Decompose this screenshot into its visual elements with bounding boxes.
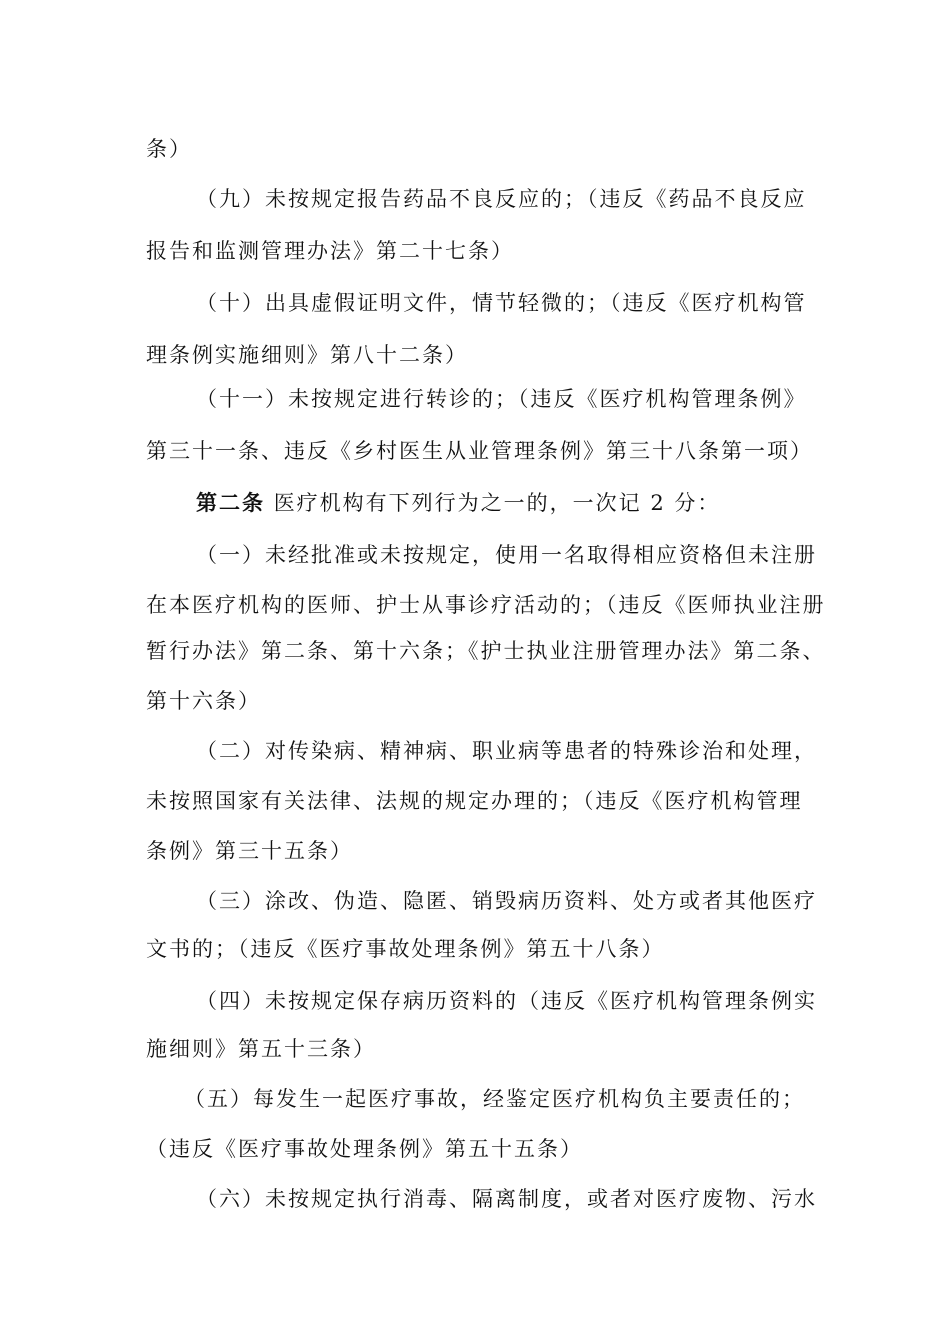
text-line: 暂行办法》第二条、第十六条；《护士执业注册管理办法》第二条、 bbox=[146, 639, 826, 663]
text-line: （五）每发生一起医疗事故，经鉴定医疗机构负主要责任的； bbox=[184, 1087, 805, 1111]
article-line bbox=[196, 488, 720, 518]
text-line: 在本医疗机构的医师、护士从事诊疗活动的；（违反《医师执业注册 bbox=[146, 593, 826, 617]
text-line: 第十六条） bbox=[146, 689, 261, 713]
text-line: （四）未按规定保存病历资料的（违反《医疗机构管理条例实 bbox=[196, 989, 817, 1013]
text-line: （二）对传染病、精神病、职业病等患者的特殊诊治和处理， bbox=[196, 739, 817, 763]
text-line: （一）未经批准或未按规定，使用一名取得相应资格但未注册 bbox=[196, 543, 817, 567]
text-line: 条） bbox=[146, 137, 192, 161]
text-line: （十）出具虚假证明文件，情节轻微的；（违反《医疗机构管 bbox=[196, 291, 807, 315]
text-line: 第三十一条、违反《乡村医生从业管理条例》第三十八条第一项） bbox=[146, 439, 813, 463]
text-line: 施细则》第五十三条） bbox=[146, 1037, 376, 1061]
text-line: （六）未按规定执行消毒、隔离制度，或者对医疗废物、污水 bbox=[196, 1187, 817, 1211]
text-line: （十一）未按规定进行转诊的；（违反《医疗机构管理条例》 bbox=[196, 387, 807, 411]
text-line: 报告和监测管理办法》第二十七条） bbox=[146, 239, 514, 263]
text-line: （违反《医疗事故处理条例》第五十五条） bbox=[146, 1137, 583, 1161]
article-heading: 第二条 bbox=[196, 490, 265, 515]
article-text: 医疗机构有下列行为之一的，一次记 2 分： bbox=[273, 491, 721, 515]
text-line: 文书的；（违反《医疗事故处理条例》第五十八条） bbox=[146, 937, 665, 961]
text-line: （三）涂改、伪造、隐匿、销毁病历资料、处方或者其他医疗 bbox=[196, 889, 817, 913]
text-line: 条例》第三十五条） bbox=[146, 839, 353, 863]
text-line: 理条例实施细则》第八十二条） bbox=[146, 343, 468, 367]
text-line: 未按照国家有关法律、法规的规定办理的；（违反《医疗机构管理 bbox=[146, 789, 803, 813]
text-line: （九）未按规定报告药品不良反应的；（违反《药品不良反应 bbox=[196, 187, 807, 211]
